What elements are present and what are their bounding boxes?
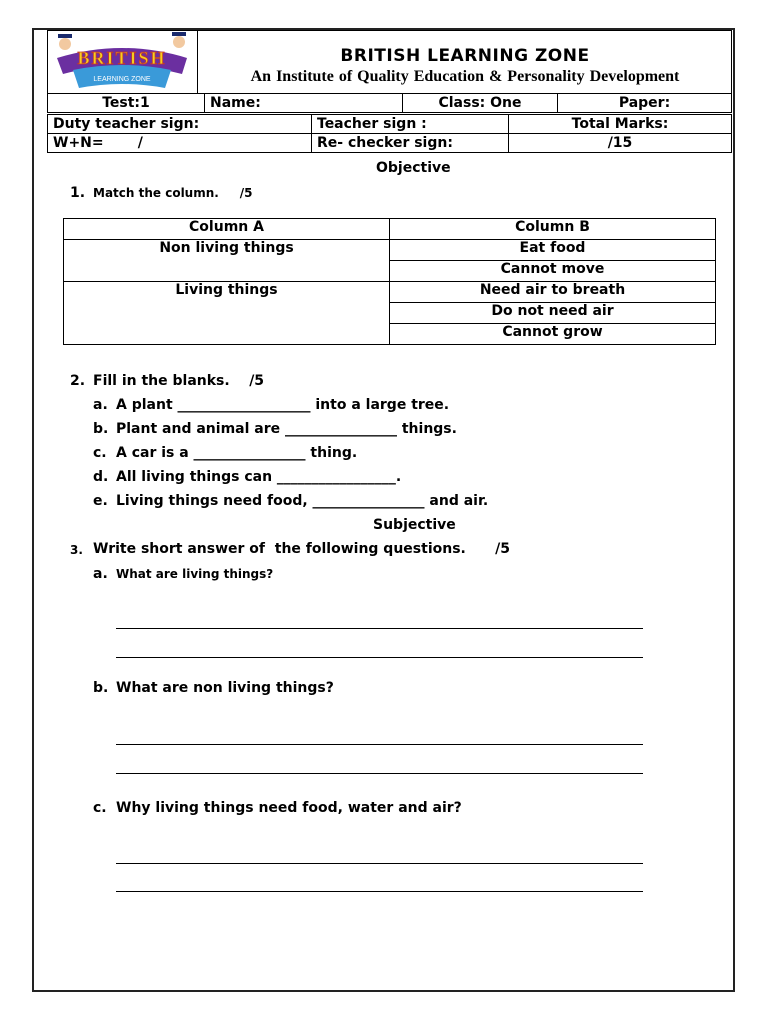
objective-heading: Objective [376,160,451,176]
q2-label: a. [93,397,108,413]
test-cell: Test:1 [48,94,205,113]
answer-line [116,863,643,864]
answer-line [116,891,643,892]
answer-line [116,744,643,745]
answer-line [116,628,643,629]
subjective-heading: Subjective [373,517,456,533]
q3-label: c. [93,800,107,816]
name-cell: Name: [205,94,403,113]
info-row-1 [47,93,732,113]
column-b-item: Cannot move [390,261,716,282]
q2-text: Fill in the blanks. /5 [93,373,265,389]
column-b-item: Need air to breath [390,282,716,303]
column-b-item: Do not need air [390,303,716,324]
q2-item: A car is a ________________ thing. [116,445,358,461]
q3-item: Why living things need food, water and air? [116,800,462,816]
q2-item: Living things need food, ________________ and air. [116,493,489,509]
logo-text: BRITISH [77,48,167,68]
q2-label: b. [93,421,109,437]
q2-label: e. [93,493,108,509]
rechecker-cell: Re- checker sign: [312,134,509,153]
q1-text: Match the column. /5 [93,186,253,200]
q3-label: b. [93,680,109,696]
q2-label: d. [93,469,109,485]
teacher-sign-cell: Teacher sign : [312,115,509,134]
q3-number: 3. [70,543,83,557]
q3-text: Write short answer of the following questions. /5 [93,541,510,557]
q3-item: What are non living things? [116,680,334,696]
q2-number: 2. [70,373,86,389]
q1-number: 1. [70,185,86,201]
school-title: BRITISH LEARNING ZONE [340,46,590,66]
q3-label: a. [93,566,108,582]
q2-item: All living things can _________________. [116,469,402,485]
q2-item: A plant ___________________ into a large tree. [116,397,450,413]
logo-cell [47,30,198,94]
q3-item: What are living things? [116,567,274,581]
class-cell: Class: One [403,94,558,113]
column-a-header: Column A [64,219,390,240]
column-b-header: Column B [390,219,716,240]
info-row-2 [47,114,732,153]
q2-item: Plant and animal are ________________ things. [116,421,457,437]
answer-line [116,773,643,774]
column-a-item: Non living things [64,240,390,282]
total-marks-cell: Total Marks: [509,115,732,134]
column-b-item: Cannot grow [390,324,716,345]
logo-subtext: LEARNING ZONE [93,76,151,83]
wn-cell: W+N= / [48,134,312,153]
column-b-item: Eat food [390,240,716,261]
duty-teacher-cell: Duty teacher sign: [48,115,312,134]
match-table [63,218,716,345]
school-subtitle: An Institute of Quality Education & Personality Development [250,68,680,85]
school-logo [47,30,198,94]
answer-line [116,657,643,658]
total-cell: /15 [509,134,732,153]
q2-label: c. [93,445,107,461]
column-a-item: Living things [64,282,390,345]
paper-cell: Paper: [558,94,732,113]
